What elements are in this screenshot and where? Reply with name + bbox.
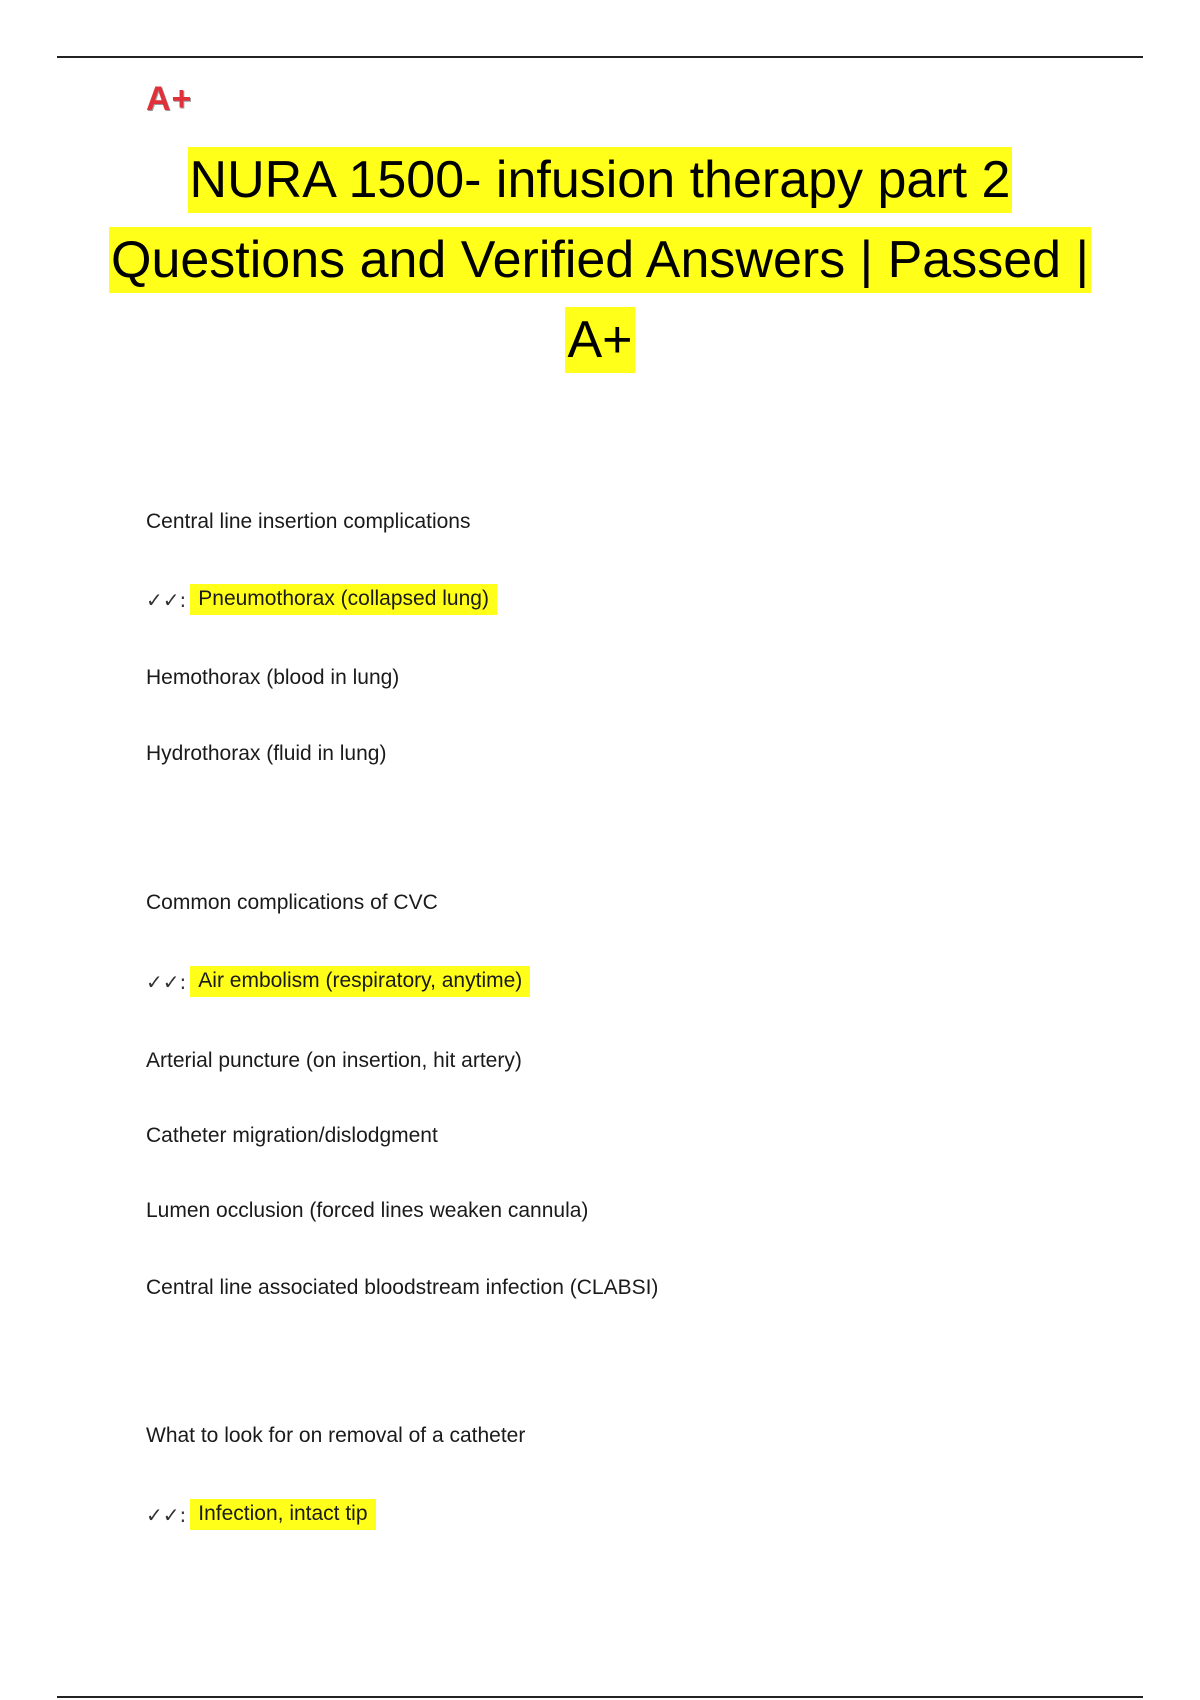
top-rule <box>57 56 1143 58</box>
title-line-1: NURA 1500- infusion therapy part 2 <box>188 147 1013 213</box>
title-line-2: Questions and Verified Answers | Passed | <box>109 227 1091 293</box>
check-icon: ✓✓: <box>146 969 187 994</box>
detail-2-4: Central line associated bloodstream infection (CLABSI) <box>146 1276 659 1299</box>
detail-1-1: Hemothorax (blood in lung) <box>146 666 400 689</box>
detail-2-1: Arterial puncture (on insertion, hit artery) <box>146 1049 522 1072</box>
answer-1-text: Pneumothorax (collapsed lung) <box>190 584 497 615</box>
grade-badge: A+ <box>146 80 193 118</box>
check-icon: ✓✓: <box>146 587 187 612</box>
answer-1 <box>146 584 497 615</box>
bottom-rule <box>57 1696 1143 1698</box>
detail-2-2: Catheter migration/dislodgment <box>146 1124 438 1147</box>
title-line-3: A+ <box>565 307 634 373</box>
answer-2 <box>146 966 530 997</box>
document-title <box>80 140 1120 380</box>
answer-2-text: Air embolism (respiratory, anytime) <box>190 966 530 997</box>
answer-3-text: Infection, intact tip <box>190 1499 375 1530</box>
question-1: Central line insertion complications <box>146 510 471 533</box>
question-3: What to look for on removal of a catheter <box>146 1424 526 1447</box>
detail-1-2: Hydrothorax (fluid in lung) <box>146 742 387 765</box>
detail-2-3: Lumen occlusion (forced lines weaken cannula) <box>146 1199 589 1222</box>
question-2: Common complications of CVC <box>146 891 438 914</box>
check-icon: ✓✓: <box>146 1502 187 1527</box>
answer-3 <box>146 1499 376 1530</box>
